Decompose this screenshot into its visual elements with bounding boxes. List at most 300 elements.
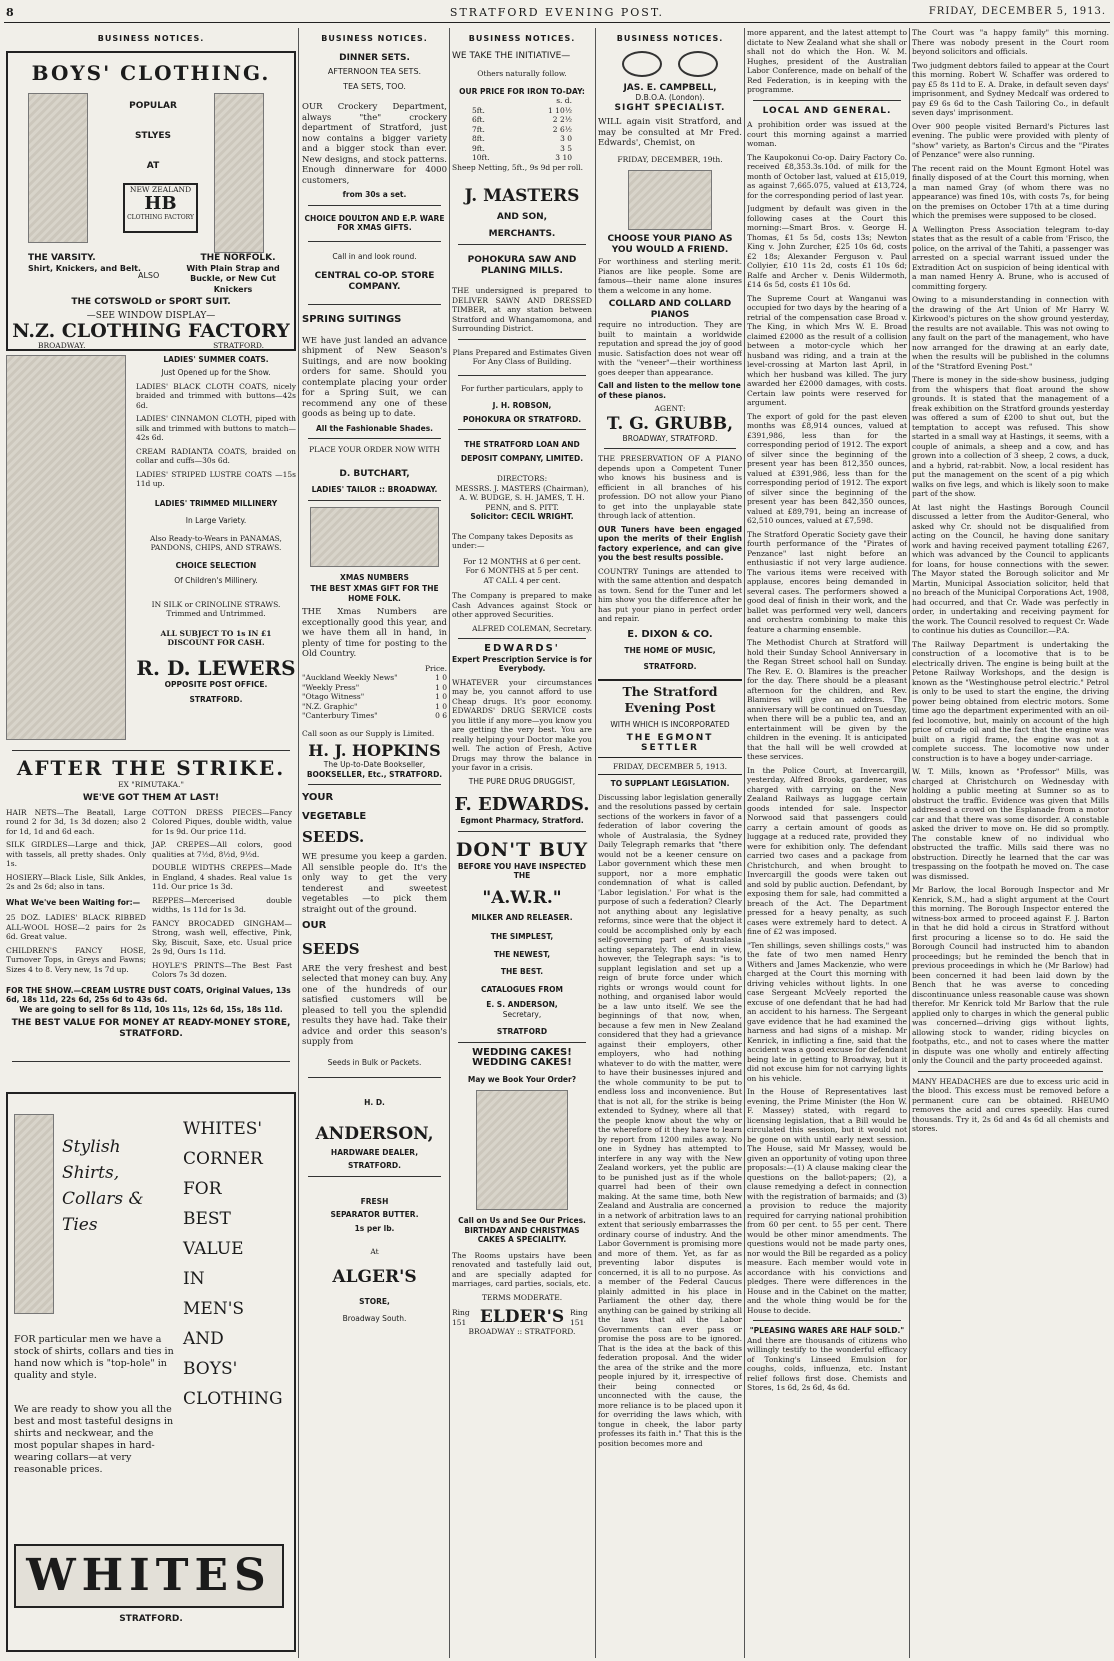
grubb-address: BROADWAY, STRATFORD. xyxy=(622,433,718,443)
column-1 xyxy=(6,28,296,1658)
divider xyxy=(308,241,441,242)
campbell-date: FRIDAY, DECEMBER, 19th. xyxy=(617,154,723,164)
wedding-2: WEDDING CAKES! xyxy=(472,1057,572,1068)
seeds-head: SEEDS. xyxy=(302,828,365,846)
going-to-sell: We are going to sell for 8s 11d, 10s 11s, 12s 6d, 15s, 18s 11d. xyxy=(19,1004,283,1014)
collard-head: COLLARD AND COLLARD PIANOS xyxy=(608,299,732,320)
factory-name: N.Z. CLOTHING FACTORY xyxy=(12,319,290,342)
iron-size: 9ft. xyxy=(472,143,485,153)
sheep-netting: Sheep Netting, 5ft., 9s 9d per roll. xyxy=(452,162,584,172)
masthead xyxy=(0,4,1114,24)
ladies-item: CREAM RADIANTA COATS, braided on collar and cuffs—30s 6d. xyxy=(136,446,296,465)
whites-para1: FOR particular men we have a stock of shirts, collars and ties in hand now which is "top-hole" in quality and style. xyxy=(14,1333,174,1381)
call-on-us: Call on Us and See Our Prices. BIRTHDAY AND CHRISTMAS CAKES A SPECIALITY. xyxy=(458,1216,586,1244)
iron-size: 8ft. xyxy=(472,134,485,143)
whites-word: BOYS' xyxy=(183,1358,238,1379)
director-list: MESSRS. J. MASTERS (Chairman), A. W. BUDGE, S. H. JAMES, T. H. PENN, and S. PITT. xyxy=(455,483,589,512)
sight-specialist: SIGHT SPECIALIST. xyxy=(614,102,726,113)
whites-big-list xyxy=(183,1114,288,1414)
call-in: Call in and look round. xyxy=(332,251,417,261)
butchart: D. BUTCHART, xyxy=(339,468,410,479)
divider xyxy=(12,1061,290,1062)
news-item: There is money in the side-show business, judging from the whispers that float around the show grounds. It is stated that the management of a freak exhibition on the Stratford grounds yesterday was offered a sum of £200 to shut out, but the temptation to accept was refused. This show started in a small way at Hastings, it seems, with a couple of animals, a sheep and a cow, and has grown into a collection of 3 sheep, 2 cows, a duck, and a hybrid, rat-rabbit. Now, a local resident has put the management on the scent of a pig which walks on five legs, and which is likely soon to make part of the show. xyxy=(912,375,1109,498)
place-order: PLACE YOUR ORDER NOW WITH xyxy=(309,445,440,454)
number-price: 1 0 xyxy=(435,692,447,701)
news-item: In the Police Court, at Invercargill, yesterday, Alfred Brooks, gardener, was charged with carrying on the New Zealand Railways as luggage certain goods intended for sale. Inspector Norwood said that passengers could carry a certain amount of goods as luggage at a reduced rate, provided they were for exhibition only. The defendant carried two cases and a package from Christchurch, and when brought to Invercargill the goods were taken out and sold by public auction. Defendant, by exposing them for sale, had committed a breach of the Act. The Department pressed for a heavy penalty, as such cases were extremely hard to detect. A fine of £2 was imposed. xyxy=(747,765,907,936)
whites-word: MEN'S xyxy=(183,1298,245,1319)
algers: ALGER'S xyxy=(332,1266,417,1287)
news-item: At last night the Hastings Borough Council discussed a letter from the Auditor-General, who asked why Cr. should not be disqualified from acting on the Council, he having done sanitary work and having received payment totalling £267, which was advanced by the Council to applicants for loans, for house connections with the sewer. The Mayor stated the Borough solicitor and Mr Martin, Municipal Association solicitor, held that no breach of the Municipal Corporations Act, 1908, had occurred, and that Cr. Wade was perfectly in order, in undertaking and receiving payment for the work. The Council resolved to request Cr. Wade to continue his duties as Councillor.—P.A. xyxy=(912,502,1109,635)
variety: In Large Variety. xyxy=(185,516,247,525)
hopkins: H. J. HOPKINS xyxy=(308,741,441,760)
section-header: BUSINESS NOTICES. xyxy=(468,34,576,43)
norfolk-sub: With Plain Strap and Buckle, or New Cut Knickers xyxy=(186,263,280,294)
strike-item: HOSIERY—Black Lisle, Silk Ankles, 2s and 2s 6d; also in tans. xyxy=(6,872,146,891)
iron-price: 3 10 xyxy=(555,153,572,162)
divider xyxy=(308,1176,441,1177)
strike-item: REPPES—Mercerised double widths, 1s 11d for 1s 3d. xyxy=(152,895,292,914)
deposit-call: AT CALL 4 per cent. xyxy=(483,575,561,585)
number-name: "Auckland Weekly News" xyxy=(302,673,398,682)
waiting-head: What We've been Waiting for:— xyxy=(6,897,141,907)
catalogues: CATALOGUES FROM xyxy=(480,984,564,994)
iron-price: 1 10½ xyxy=(548,105,572,115)
iron-price: 3 5 xyxy=(560,143,572,153)
number-row xyxy=(302,692,447,702)
book-order: May we Book Your Order? xyxy=(467,1074,577,1084)
iron-row xyxy=(452,144,592,154)
sd-head: s. d. xyxy=(556,96,572,105)
doulton: CHOICE DOULTON AND E.P. WARE FOR XMAS GIFTS. xyxy=(304,213,445,232)
deposit-6: For 6 MONTHS at 5 per cent. xyxy=(465,566,579,575)
styles-label: STLYES xyxy=(134,130,172,141)
iron-row xyxy=(452,106,592,116)
separator-butter: SEPARATOR BUTTER. xyxy=(330,1210,419,1219)
number-name: "N.Z. Graphic" xyxy=(302,701,358,711)
advances: The Company is prepared to make Cash Advances against Stock or other approved Securities. xyxy=(452,591,592,619)
divider xyxy=(458,244,586,245)
column-divider xyxy=(909,28,910,1658)
news-item: A prohibition order was issued at the court this morning against a married woman. xyxy=(747,120,907,148)
from-price: from 30s a set. xyxy=(342,190,407,199)
number-price: 0 6 xyxy=(435,711,447,720)
robson: J. H. ROBSON, xyxy=(492,401,552,410)
local-general: LOCAL AND GENERAL. xyxy=(762,105,892,116)
strike-item: SILK GIRDLES—Large and thick, with tassels, all pretty shades. Only 1s. xyxy=(6,840,146,868)
show-coats: FOR THE SHOW.—CREAM LUSTRE DUST COATS, Original Values, 13s 6d, 18s 11d, 22s 6d, 25s 6d to 43s 6d. xyxy=(6,985,291,1004)
awr: "A.W.R." xyxy=(482,887,562,908)
whites-word: FOR xyxy=(183,1178,222,1199)
whites-town: STRATFORD. xyxy=(119,1613,183,1624)
pleasing-text: And there are thousands of citizens who willingly testify to the wonderful efficacy of Tonking's Linseed Emulsion for coughs, colds, influenza, etc. Instant relief follows first dose. Chemists and Stores, 1s 6d, 2s 6d, 4s 6d. xyxy=(747,1335,907,1392)
xmas-illustration xyxy=(310,507,439,567)
boys-clothing-ad xyxy=(6,51,296,351)
dinner-sets: DINNER SETS. xyxy=(339,52,410,63)
spectacles-illustration xyxy=(598,51,742,77)
leader-text: Discussing labor legislation generally and the resolutions passed by certain sections of the workers in favor of a federation of labor covering the whole of Australasia, the Sydney Daily Telegraph remarks that "there would not be a keener censure on Labor government which these men support, nor a more emphatic condemnation of what is called 'Labor legislation.' For what is the purpose of such a federation? Clearly not anything about any legislative reforms, since were that the object it could be accomplished only by each self-governing part of Australasia acting separately. The end in view, however, the Telegraph says: "is to supplant legislation and set up a reign of brute force under which rights or wrongs would count for nothing, and organised labor would be a law unto itself. We see the beginnings of that now, when, because a few men in New Zealand considered that they had a grievance against their employers, other employers, who had nothing whatever to do with the matter, were to have their businesses injured and the whole community to be put to endless loss and inconvenience. But that is not all, for the strike is being extended to Sydney, where all that the people know about the why or the wherefore of it they have to learn by report from 1200 miles away. No one in Sydney has attempted to interfere in any way with the New Zealand workers, yet the public are to be punished just as if the whole quarrel had been of their own making. At the same time, both New Zealand and Australia are concerned in a network of arbitration laws to an extent that seriously embarrasses the ordinary course of industry. And the Labor Government is promising more and more of them. Yet, as far as preventing labor disputes is concerned, it is all to no purpose. As a member of the Federal Caucus plainly admitted in his place in Parliament the other day, there anything can be gained by striking all the laws that all the Labor Governments can ever pass or promise the poss are to be ignored. That is the idea at the back of this federation proposal. And the wider the area of the strike and the more people injured by it, irrespective of their being connected or unconnected with the cause, the more reliance is to be placed upon it for overriding the laws which, with tongue in cheek, the labor party professes its faith in." That this is the position becomes more and xyxy=(598,792,742,1448)
iron-row xyxy=(452,134,592,144)
initiative: WE TAKE THE INITIATIVE— xyxy=(452,50,571,61)
number-row xyxy=(302,711,447,721)
broadway-label: BROADWAY. xyxy=(38,340,86,350)
algers-address: Broadway South. xyxy=(342,1314,407,1323)
number-name: "Otago Witness" xyxy=(302,692,365,701)
issue-date: FRIDAY, DECEMBER 5, 1913. xyxy=(928,6,1106,17)
masthead-rule xyxy=(4,22,1110,23)
ad-title: BOYS' CLOTHING. xyxy=(31,60,271,85)
leader-head: TO SUPPLANT LEGISLATION. xyxy=(610,779,730,788)
seeds2-head: SEEDS xyxy=(302,939,360,958)
news-item: In the House of Representatives last evening, the Prime Minister (the Hon W. F. Massey) stated, with regard to licensing legislation, that a Bill would be circulated this session, but it would not be gone on with until early next session. The House, said Mr Massey, would be given an opportunity of voting upon three proposals:—(1) A clause making clear the questions on the ballot-papers; (2), a clause remedying a defect in connection with the registration of barmaids; and (3) a provision to reduce the majority required for carrying national prohibition from 60 per cent. to 55 per cent. There would be other minor amendments. The questions would not be made party ones, nor would the Bill be regarded as a policy measure. Each member would vote in accordance with his convictions and pledges. There were differences in the House and in the Cabinet on the matter, and the whole thing would be for the House to decide. xyxy=(747,1087,907,1315)
tuners: OUR Tuners have been engaged upon the merits of their English factory experience, and can give you the best results possible. xyxy=(598,524,742,562)
newspaper-title: STRATFORD EVENING POST. xyxy=(449,6,665,19)
whites-word: BEST xyxy=(183,1208,231,1229)
choose-text: For worthiness and sterling merit. Pianos are like people. Some are famous—their name alone insures them a welcome in any home. xyxy=(598,257,742,295)
column-divider xyxy=(298,28,299,1658)
call-soon: Call soon as our Supply is Limited. xyxy=(302,728,435,738)
home-of-music: THE HOME OF MUSIC, xyxy=(624,646,716,655)
lens-icon xyxy=(678,51,718,77)
iron-price: 2 2½ xyxy=(552,115,572,124)
strike-item: DOUBLE WIDTHS CREPES—Made in England, 4 shades. Real value 1s 11d. Our price 1s 3d. xyxy=(152,863,292,891)
edwards-head: EDWARDS' xyxy=(484,643,560,654)
varsity-caption: THE VARSITY. xyxy=(28,252,96,263)
number-name: "Weekly Press" xyxy=(302,682,360,692)
incorporated: WITH WHICH IS INCORPORATED xyxy=(610,720,730,729)
news-item: The Methodist Church at Stratford will hold their Sunday School Anniversary in the Regan Street school hall on Sunday. The Rev. E. O. Blamires is the preacher for the day. There should be a pleasant afternoon for the children, and Rev. Blamires will give an address. The anniversary will be continued on Tuesday, when there will be a public tea, and an entertainment will be given by the children in the evening. It is anticipated that the hall will be well crowded at these services. xyxy=(747,638,907,761)
column-divider xyxy=(744,28,745,1658)
got-them: WE'VE GOT THEM AT LAST! xyxy=(82,793,220,803)
number-price: 1 0 xyxy=(435,682,447,692)
iron-row xyxy=(452,125,592,135)
also-label: ALSO xyxy=(138,270,160,280)
tea-sets: TEA SETS, TOO. xyxy=(343,81,406,91)
butter-price: 1s per lb. xyxy=(354,1223,395,1233)
iron-price: 2 6½ xyxy=(552,124,572,134)
strike-item: JAP. CREPES—All colors, good qualities at 7½d, 8½d, 9½d. xyxy=(152,840,292,859)
boy-figure-illustration xyxy=(28,93,88,243)
secretary: Secretary, xyxy=(502,1009,542,1019)
iron-row xyxy=(452,153,592,163)
after-strike-ad xyxy=(6,756,296,1056)
hd-label: H. D. xyxy=(364,1098,385,1107)
strike-item: COTTON DRESS PIECES—Fancy Colored Piques, double width, value for 1s 9d. Our price 11d. xyxy=(152,807,292,836)
norfolk-caption: THE NORFOLK. xyxy=(200,252,276,263)
column-divider xyxy=(595,28,596,1658)
divider xyxy=(753,100,901,101)
campbell-text: WILL again visit Stratford, and may be consulted at Mr Fred. Edwards', Chemist, on xyxy=(598,117,742,148)
egmont-pharmacy: Egmont Pharmacy, Stratford. xyxy=(460,816,584,825)
fashionable: All the Fashionable Shades. xyxy=(315,423,434,433)
terms: TERMS MODERATE. xyxy=(481,1292,563,1302)
egmont-settler: THE EGMONT SETTLER xyxy=(626,732,714,753)
whites-para2: We are ready to show you all the best and most tasteful designs in shirts and neckwear, and the most popular shapes in hard-wearing collars—at very reasonable prices. xyxy=(14,1403,174,1475)
window-display: —SEE WINDOW DISPLAY— xyxy=(86,310,216,321)
pleasing-head: "PLEASING WARES ARE HALF SOLD." xyxy=(749,1326,905,1335)
column-3 xyxy=(452,28,592,1658)
divider xyxy=(308,304,441,305)
editorial-banner xyxy=(598,679,742,758)
news-item: "Ten shillings, seven shillings costs," was the fate of two men named Henry Withers and James Mackenzie, who were charged at the Court this morning with driving vehicles without lights. In one case Sergeant McVeely reported the excuse of one defendant that he had had an accident to his harness. The Sergeant gave evidence that he had examined the harness and had signs of a mishap. Mr Kenrick, in inflicting a fine, said that the accident was a good excuse for defendant being late in getting to Broadway, but it did not excuse him for not carrying lights on his vehicle. xyxy=(747,940,907,1083)
logo-bottom: CLOTHING FACTORY xyxy=(127,214,194,221)
number-row xyxy=(302,702,447,712)
ladies-item: LADIES' CINNAMON CLOTH, piped with silk and trimmed with buttons to match—42s 6d. xyxy=(136,414,296,442)
deposit-12: For 12 MONTHS at 6 per cent. xyxy=(463,556,581,566)
robson-place: POHOKURA OR STRATFORD. xyxy=(462,414,582,424)
news-item: W. T. Mills, known as "Professor" Mills, was charged at Christchurch on Wednesday with holding a public meeting at Sumner so as to obstruct the traffic. Evidence was given that Mills addressed a crowd on the Esplanade from a motor car and that there was some disorder. A constable asked the driver to move on. He did so promptly. The constable knew of no individual who obstructed the traffic. Mills said there was no obstruction. Directly he learned that the car was trespassing on the footpath he moved on. The case was dismissed. xyxy=(912,767,1109,881)
lewers-town: STRATFORD. xyxy=(189,695,243,704)
ring-left: Ring 151 xyxy=(452,1308,470,1327)
leader-continued: more apparent, and the latest attempt to dictate to New Zealand what she shall or shall not do which the Hon. W. M. Hughes, president of the Australian Labor Conference, made on behalf of the Red Federation, is in keeping with the programme. xyxy=(747,28,907,94)
edwards-name: F. EDWARDS. xyxy=(454,794,590,815)
seeds-text: WE presume you keep a garden. All sensible people do. It's the only way to get the very tenderest and sweetest vegetables —to pick them straight out of the ground. xyxy=(302,852,447,915)
editorial-date: FRIDAY, DECEMBER 5, 1913. xyxy=(598,762,742,776)
number-price: 1 0 xyxy=(435,701,447,711)
page-number: 8 xyxy=(6,6,15,19)
varsity-sub: Shirt, Knickers, and Belt. xyxy=(28,263,141,273)
best-xmas-gift: THE BEST XMAS GIFT FOR THE HOME FOLK. xyxy=(310,584,439,603)
lady-coat-illustration xyxy=(6,355,126,740)
our-label: OUR xyxy=(302,920,327,931)
news-item: Over 900 people visited Bernard's Pictures last evening. The public were provided with plenty of "show" variety, as Barton's Circus and the "Pirates of Penzance" were also running. xyxy=(912,121,1109,159)
dboa: D.B.O.A. (London). xyxy=(635,93,705,102)
your-label: YOUR xyxy=(302,792,334,803)
best: THE BEST. xyxy=(500,967,544,976)
country-tunings: COUNTRY Tunings are attended to with the same attention and despatch as town. Send for the Tuner and let him show you the difference after he has put your piano in perfect order and repair. xyxy=(598,566,742,623)
news-item: The export of gold for the past eleven months was £8,914 ounces, valued at £391,986, less than for the corresponding period of 1912. The export of silver since the beginning of the present year has been 812,350 ounces, valued at £391,986, less than for the corresponding period of 1912. The export of silver since the beginning of the present year has been 842,350 ounces, valued at £89,791, being an increase of 62,510 ounces, valued at £7,598. xyxy=(747,411,907,525)
hardware: HARDWARE DEALER, xyxy=(330,1147,419,1157)
seeds-bulk: Seeds in Bulk or Packets. xyxy=(327,1057,422,1067)
piano-illustration xyxy=(628,170,712,230)
lewers-name: R. D. LEWERS xyxy=(136,655,296,680)
number-name: "Canterbury Times" xyxy=(302,711,378,720)
headaches-ad: MANY HEADACHES are due to excess uric acid in the blood. This excess must be removed before a permanent cure can be obtained. RHEUMO removes the acid and cures speedily. Has cured thousands. Try it, 2s 6d and 4s 6d all chemists and stores. xyxy=(912,1076,1109,1133)
pohokura-head: POHOKURA SAW AND PLANING MILLS. xyxy=(467,255,577,276)
directors: DIRECTORS: xyxy=(496,474,548,483)
iron-size: 7ft. xyxy=(472,124,485,134)
column-divider xyxy=(449,28,450,1658)
opposite-po: OPPOSITE POST OFFICE. xyxy=(164,679,268,689)
wedding-1: WEDDING CAKES! xyxy=(472,1046,572,1058)
stylish-heading: Stylish Shirts, Collars & Ties xyxy=(62,1136,144,1235)
news-item: Mr Barlow, the local Borough Inspector and Mr Kenrick, S.M., had a slight argument at the Court this morning. The Borough Inspector entered the witness-box armed to proceed against F. J. Barton in that he did hold a circus in Stratford without first procuring a license so to do. He said the Borough Council had instructed him to abandon proceedings; but he reminded the bench that in previous proceedings in which he (Mr Barlow) had been concerned it had been laid down by the Bench that he was averse to conceding discontinuance unless reasonable cause was shown therefor. Mr Kenrick told Mr Barlow that the rule applied only to charges in which the general public was concerned—driving gigs without lights, allowing stock to wander, riding bicycles on footpaths, etc., and not to cases where the matter in dispute was one wholly and entirely affecting only the Council and the party proceeded against. xyxy=(912,885,1109,1065)
central-coop: CENTRAL CO-OP. STORE COMPANY. xyxy=(314,271,435,292)
divider xyxy=(458,638,586,639)
divider xyxy=(12,750,290,751)
whites-word: VALUE xyxy=(183,1238,244,1259)
divider xyxy=(458,1042,586,1043)
strike-item: HOYLE'S PRINTS—The Best Fast Colors 7s 3d dozen. xyxy=(152,960,292,979)
strike-left xyxy=(6,808,146,984)
silk-straws: IN SILK or CRINOLINE STRAWS. Trimmed and Untrimmed. xyxy=(151,599,281,618)
iron-size: 6ft. xyxy=(472,115,485,124)
campbell: JAS. E. CAMPBELL, xyxy=(623,82,717,93)
dixon: E. DIXON & CO. xyxy=(627,628,713,640)
divider xyxy=(458,339,586,340)
strike-item: CHILDREN'S FANCY HOSE, Turnover Tops, in Greys and Fawns; Sizes 4 to 8. Very new, 1s 7d up. xyxy=(6,945,146,974)
at-label: AT xyxy=(146,160,160,171)
iron-size: 5ft. xyxy=(472,105,485,115)
preservation: THE PRESERVATION OF A PIANO depends upon a Competent Tuner who knows his business and is efficient in all branches of his profession. DO not allow your Piano to get into the unplayable state through lack of attention. xyxy=(598,454,742,520)
column-5 xyxy=(747,28,907,1658)
iron-size: 10ft. xyxy=(472,153,490,162)
simplest: THE SIMPLEST, xyxy=(490,932,554,941)
iron-price: 3 0 xyxy=(560,134,572,143)
bookseller: BOOKSELLER, Etc., STRATFORD. xyxy=(306,769,443,779)
listen: Call and listen to the mellow tone of these pianos. xyxy=(598,381,741,400)
plans: Plans Prepared and Estimates Given For Any Class of Building. xyxy=(452,347,592,366)
discount: ALL SUBJECT TO 1s IN £1 DISCOUNT FOR CASH. xyxy=(160,628,272,647)
divider xyxy=(458,429,586,430)
section-header: BUSINESS NOTICES. xyxy=(321,34,428,43)
childrens-millinery: Of Children's Millinery. xyxy=(174,576,258,585)
edwards-text: WHATEVER your circumstances may be, you cannot afford to use Cheap drugs. It's poor economy. EDWARDS' DRUG SERVICE costs you little if any more—you know you are getting the very best. You are really helping your Doctor make you well. The action of Fresh, Active Drugs may throw the balance in your favor in a crisis. xyxy=(452,677,592,772)
collard-text: require no introduction. They are built to maintain a worldwide reputation and spread the joy of good music. Satisfaction does not wear off with the "veneer"—their worthiness goes deeper than appearance. xyxy=(598,320,742,377)
strike-item: 25 DOZ. LADIES' BLACK RIBBED ALL-WOOL HOSE—2 pairs for 2s 6d. Great value. xyxy=(6,913,146,941)
pohokura-text: THE undersigned is prepared to DELIVER SAWN AND DRESSED TIMBER, at any station between Stratford and Whangamomona, and Surrounding District. xyxy=(452,286,592,333)
before-you: BEFORE YOU HAVE INSPECTED THE xyxy=(457,861,587,880)
agent: AGENT: xyxy=(654,404,686,413)
whites-word: AND xyxy=(183,1328,224,1349)
ladies-head: LADIES' SUMMER COATS. xyxy=(163,354,269,364)
algers-store: STORE, xyxy=(359,1296,390,1306)
masters: J. MASTERS xyxy=(464,186,580,206)
whites-word: CLOTHING xyxy=(183,1388,283,1409)
popular-label: POPULAR xyxy=(129,100,177,111)
news-item: Two judgment debtors failed to appear at the Court this morning. Robert W. Schaffer was ordered to pay £5 8s 11d to E. A. Drake, in default seven days' imprisonment, and Sydney Medcalf was ordered to pay £9 6s 6d to the Cash Tailoring Co., in default seven days' imprisonment. xyxy=(912,60,1109,117)
column-4 xyxy=(598,28,742,1658)
divider xyxy=(604,448,736,449)
divider xyxy=(308,1077,441,1078)
cotswold-line: THE COTSWOLD or SPORT SUIT. xyxy=(71,296,231,307)
man-figure-illustration xyxy=(14,1114,54,1314)
divider xyxy=(458,375,586,376)
rooms: The Rooms upstairs have been renovated and tastefully laid out, and are specially adapted for marriages, card parties, socials, etc. xyxy=(452,1250,592,1288)
ring-right: Ring 151 xyxy=(569,1308,588,1327)
stratford-label: STRATFORD. xyxy=(213,340,264,350)
strike-head: AFTER THE STRIKE. xyxy=(16,755,286,780)
whites-logo: WHITES xyxy=(14,1544,284,1608)
solicitor: Solicitor: CECIL WRIGHT. xyxy=(470,512,574,521)
xmas-text: THE Xmas Numbers are exceptionally good this year, and we have them all in hand, in plenty of time for posting to the Old Country. xyxy=(302,607,447,659)
news-item: The Railway Department is undertaking the construction of a locomotive that is to be electrically driven. The engine is being built at the Petone Railway Workshops, and the design is known as the "Westinghouse petrol electric." Petrol is only to be used to start the engine, the driving power being obtained from electric motors. Some time ago the department experimented with an oil-fed locomotive, but, mainly on account of the high price of crude oil and the fact that the engine was built on a rigid frame, the engine was not a complete success. The locomotive now under construction is to have a bogey under-carriage. xyxy=(912,639,1109,763)
news-item: The Kaupokonui Co-op. Dairy Factory Co. received £8,353.3s.10d. of milk for the month of October last, valued at £15,019, as against 7,665.075, valued at £13,724, for the corresponding period of last year. xyxy=(747,152,907,200)
anderson: ANDERSON, xyxy=(315,1123,434,1144)
number-row xyxy=(302,673,447,683)
boy-figure-illustration xyxy=(214,93,264,253)
elders: ELDER'S xyxy=(479,1307,565,1328)
spring-head: SPRING SUITINGS xyxy=(302,314,402,325)
divider xyxy=(308,784,441,785)
iron-head: OUR PRICE FOR IRON TO-DAY: xyxy=(459,86,585,96)
nz-clothing-logo xyxy=(123,183,198,233)
news-item: The Supreme Court at Wanganui was occupied for two days by the hearing of a retrial of the compensation case Broad v. The King, in which Mrs W. E. Broad claimed £2000 as the result of a collision between a motor-cycle which her husband was riding, and a train at the level-crossing at Marton last April, in which her husband was killed. The jury awarded her £2000 damages, with costs. Certain law points were reserved for argument. xyxy=(747,293,907,407)
whites-word: WHITES' xyxy=(183,1118,263,1139)
es-anderson: E. S. ANDERSON, xyxy=(486,1000,558,1009)
follow: Others naturally follow. xyxy=(477,69,567,78)
and-son: AND SON, xyxy=(496,212,548,222)
deposits: The Company takes Deposits as under:— xyxy=(452,531,574,550)
newest: THE NEWEST, xyxy=(493,949,551,959)
choice-head: CHOICE SELECTION xyxy=(175,560,257,570)
elders-row xyxy=(452,1308,592,1327)
news-item: The Court was "a happy family" this morning. There was nobody present in the Court room beyond solicitors and officials. xyxy=(912,28,1109,56)
strike-columns xyxy=(6,808,296,984)
logo-mark: HB xyxy=(144,193,177,214)
logo-top: NEW ZEALAND xyxy=(129,184,192,194)
lens-icon xyxy=(622,51,662,77)
news-item: The recent raid on the Mount Egmont Hotel was finally disposed of at the Court this morning, when a man named Gray (of whom there was no appearance) was fined 10s, with costs 7s, for being on the premises on October 17th at a time during which the premises were supposed to be closed. xyxy=(912,163,1109,220)
at-label: At xyxy=(370,1247,379,1256)
section-header: BUSINESS NOTICES. xyxy=(97,34,205,43)
xmas-numbers: XMAS NUMBERS xyxy=(340,572,409,582)
number-price: 1 0 xyxy=(435,673,447,682)
choose-piano: CHOOSE YOUR PIANO AS YOU WOULD A FRIEND. xyxy=(607,234,733,255)
crockery-text: OUR Crockery Department, always "the" crockery department of Stratford, just now contains a bigger variety and a bigger stock than ever. New designs, and stock patterns. Enough dinnerware for 4000 customers, xyxy=(302,102,447,186)
grubb: T. G. GRUBB, xyxy=(606,413,734,434)
hardware-town: STRATFORD. xyxy=(348,1161,401,1170)
banner-title: The Stratford Evening Post xyxy=(622,684,718,715)
column-2 xyxy=(302,28,447,1658)
millinery-head: LADIES' TRIMMED MILLINERY xyxy=(154,498,278,508)
ladies-item: LADIES' BLACK CLOTH COATS, nicely braided and trimmed with buttons—42s 6d. xyxy=(136,381,296,410)
ladies-coats-ad xyxy=(6,355,296,745)
best-value: THE BEST VALUE FOR MONEY AT READY-MONEY STORE, STRATFORD. xyxy=(11,1018,291,1039)
merchants: MERCHANTS. xyxy=(488,228,556,239)
whites-word: IN xyxy=(183,1268,205,1289)
column-6 xyxy=(912,28,1109,1658)
news-item: Judgment by default was given in the following cases at the Court this morning:—Smart Bros. v. George H. Thomas, £1 5s 5d, costs 13s; Newton King v. John Zurcher, £25 10s 6d, costs £2 18s; Alexander Ferguson v. Paul Collyier, £10 11s 2d, costs £1 10s 6d; Ralfe and Archer v. Denis Wildermoth, £14 6s 5d, costs £1 10s 6d. xyxy=(747,204,907,289)
loan-head: THE STRATFORD LOAN AND DEPOSIT COMPANY, LIMITED. xyxy=(460,440,584,463)
ladies-text xyxy=(136,355,296,705)
milker: MILKER AND RELEASER. xyxy=(471,912,573,922)
dont-buy: DON'T BUY xyxy=(455,838,589,861)
ready-to-wear: Also Ready-to-Wears in PANAMAS, PANDONS, CHIPS, AND STRAWS. xyxy=(150,533,282,552)
rimutaka: EX "RIMUTAKA." xyxy=(118,779,184,789)
number-row xyxy=(302,683,447,693)
iron-row xyxy=(452,115,592,125)
further: For further particulars, apply to xyxy=(461,383,583,393)
strike-right xyxy=(152,808,292,984)
news-item: The Stratford Operatic Society gave their fourth performance of the "Pirates of Penzance" last night before an enthusiastic if not very large audience. The various items were received with applause, encores being demanded in several cases. The performers showed a good deal of finish in their work, and the ballet was performed very well, dancers and orchestra combining to make this feature a charming ensemble. xyxy=(747,529,907,634)
price-head: Price. xyxy=(424,663,447,673)
elders-address: BROADWAY :: STRATFORD. xyxy=(468,1327,576,1336)
strike-item: FANCY BROCADED GINGHAM—Strong, wash well, effective, Pink, Sky, Biscuit, Saxe, etc. Usual price 2s 9d, Ours 1s 11d. xyxy=(152,918,292,956)
coleman: ALFRED COLEMAN, Secretary. xyxy=(472,623,592,633)
dixon-town: STRATFORD. xyxy=(643,661,697,671)
fresh-label: FRESH xyxy=(360,1196,389,1206)
expert: Expert Prescription Service is for Everybody. xyxy=(452,654,592,673)
pure-drug: THE PURE DRUG DRUGGIST, xyxy=(468,776,576,786)
news-item: A Wellington Press Association telegram to-day states that as the result of a cable from 'Frisco, the police, on the arrival of the Tahiti, a passenger was arrested on a special warrant issued under the Extradition Act on suspicion of being identical with a man named Henry A. Brune, who is accused of committing forgery. xyxy=(912,224,1109,291)
spring-text: WE have just landed an advance shipment of New Season's Suitings, and are now booking orders for same. Should you contemplate placing your order for a Spring Suit, we can recommend any one of these goods as being up to date. xyxy=(302,335,447,419)
tailor: LADIES' TAILOR :: BROADWAY. xyxy=(311,485,438,494)
divider xyxy=(753,1320,901,1321)
strat: STRATFORD xyxy=(496,1027,548,1036)
whites-ad xyxy=(6,1092,296,1652)
news-item: Owing to a misunderstanding in connection with the drawing of the Art Union of Mr Harry W. Kirkwood's pictures on the show ground yesterday, the results are not available. This was not owing to any fault on the part of the management, who have now arranged for the drawing at an early date, when the results will be published in the columns of the "Stratford Evening Post." xyxy=(912,295,1109,371)
divider xyxy=(308,205,441,206)
divider xyxy=(918,1071,1103,1072)
seeds2-text: ARE the very freshest and best selected that money can buy. Any one of the hundreds of our satisfied customers will be pleased to tell you the splendid results they have had. Take their advice and order this season's supply from xyxy=(302,963,447,1047)
divider xyxy=(308,500,441,501)
ladies-sub: Just Opened up for the Show. xyxy=(161,368,271,377)
wedding-cake-illustration xyxy=(476,1090,568,1210)
divider xyxy=(458,831,586,832)
vegetable-label: VEGETABLE xyxy=(302,810,367,822)
section-header: BUSINESS NOTICES. xyxy=(616,34,724,43)
ladies-item: LADIES' STRIPED LUSTRE COATS —15s 11d up. xyxy=(136,469,296,488)
